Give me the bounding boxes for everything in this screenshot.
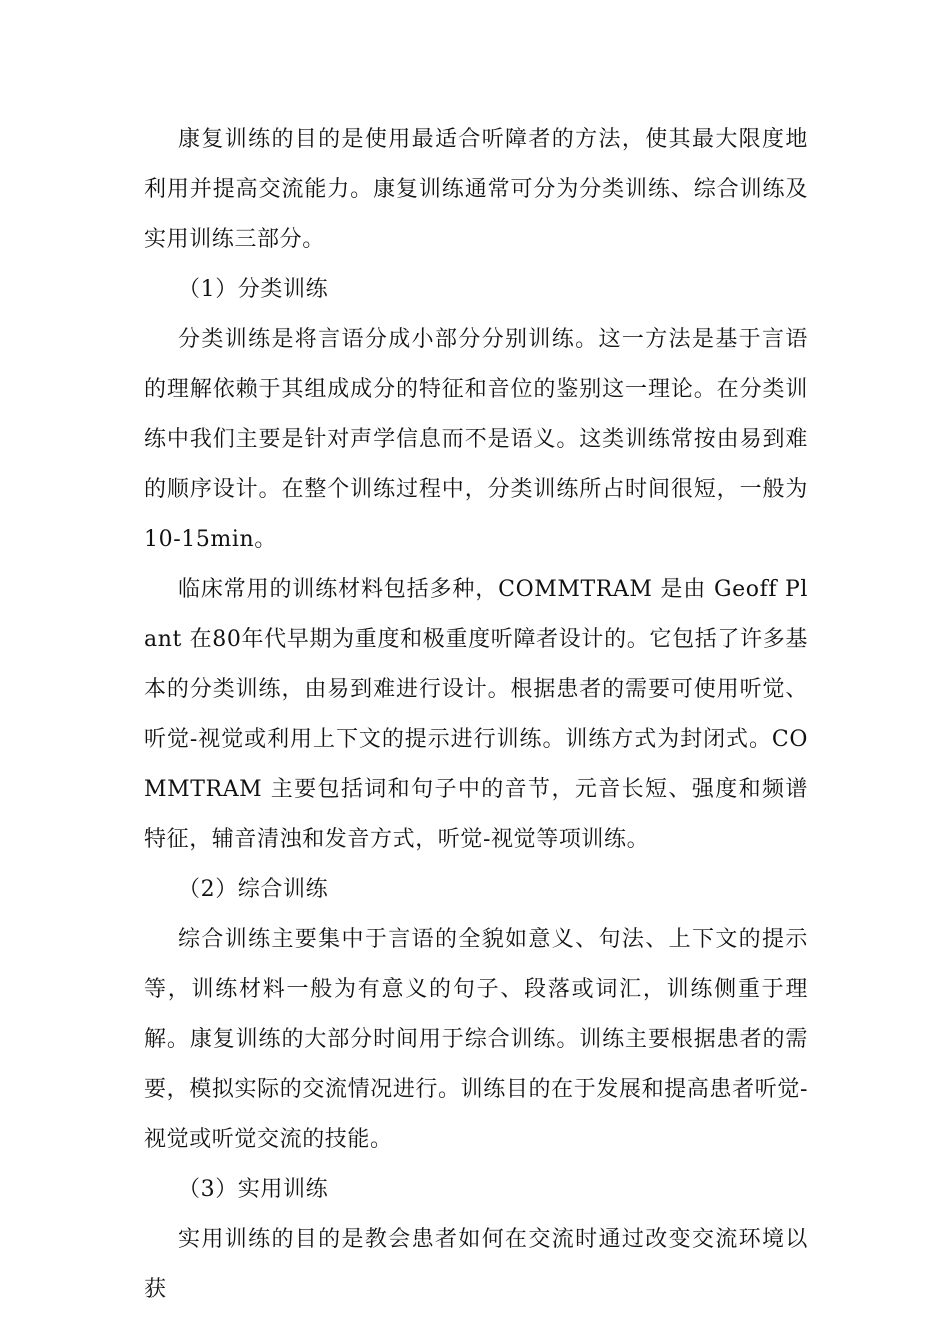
section-heading-2: （2）综合训练 xyxy=(178,877,329,902)
paragraph-practical: 实用训练的目的是教会患者如何在交流时通过改变交流环境以获 xyxy=(144,1227,808,1302)
document-body xyxy=(144,115,808,1315)
paragraph-materials: 临床常用的训练材料包括多种，COMMTRAM 是由 Geoff Plant 在80年代早期为重度和极重度听障者设计的。它包括了许多基本的分类训练，由易到难进行设计。根据患者的需要可使用听觉、听觉-视觉或利用上下文的提示进行训练。训练方式为封闭式。COMMTRAM 主要包括词和句子中的音节，元音长短、强度和频谱特征，辅音清浊和发音方式，听觉-视觉等项训练。 xyxy=(144,577,808,852)
section-heading-3: （3）实用训练 xyxy=(178,1177,329,1202)
paragraph-intro: 康复训练的目的是使用最适合听障者的方法，使其最大限度地利用并提高交流能力。康复训练通常可分为分类训练、综合训练及实用训练三部分。 xyxy=(144,127,808,252)
paragraph-comprehensive: 综合训练主要集中于言语的全貌如意义、句法、上下文的提示等，训练材料一般为有意义的句子、段落或词汇，训练侧重于理解。康复训练的大部分时间用于综合训练。训练主要根据患者的需要，模拟实际的交流情况进行。训练目的在于发展和提高患者听觉-视觉或听觉交流的技能。 xyxy=(144,927,808,1152)
section-heading-1: （1）分类训练 xyxy=(178,277,329,302)
paragraph-classification: 分类训练是将言语分成小部分分别训练。这一方法是基于言语的理解依赖于其组成成分的特征和音位的鉴别这一理论。在分类训练中我们主要是针对声学信息而不是语义。这类训练常按由易到难的顺序设计。在整个训练过程中，分类训练所占时间很短，一般为10-15min。 xyxy=(144,327,808,552)
